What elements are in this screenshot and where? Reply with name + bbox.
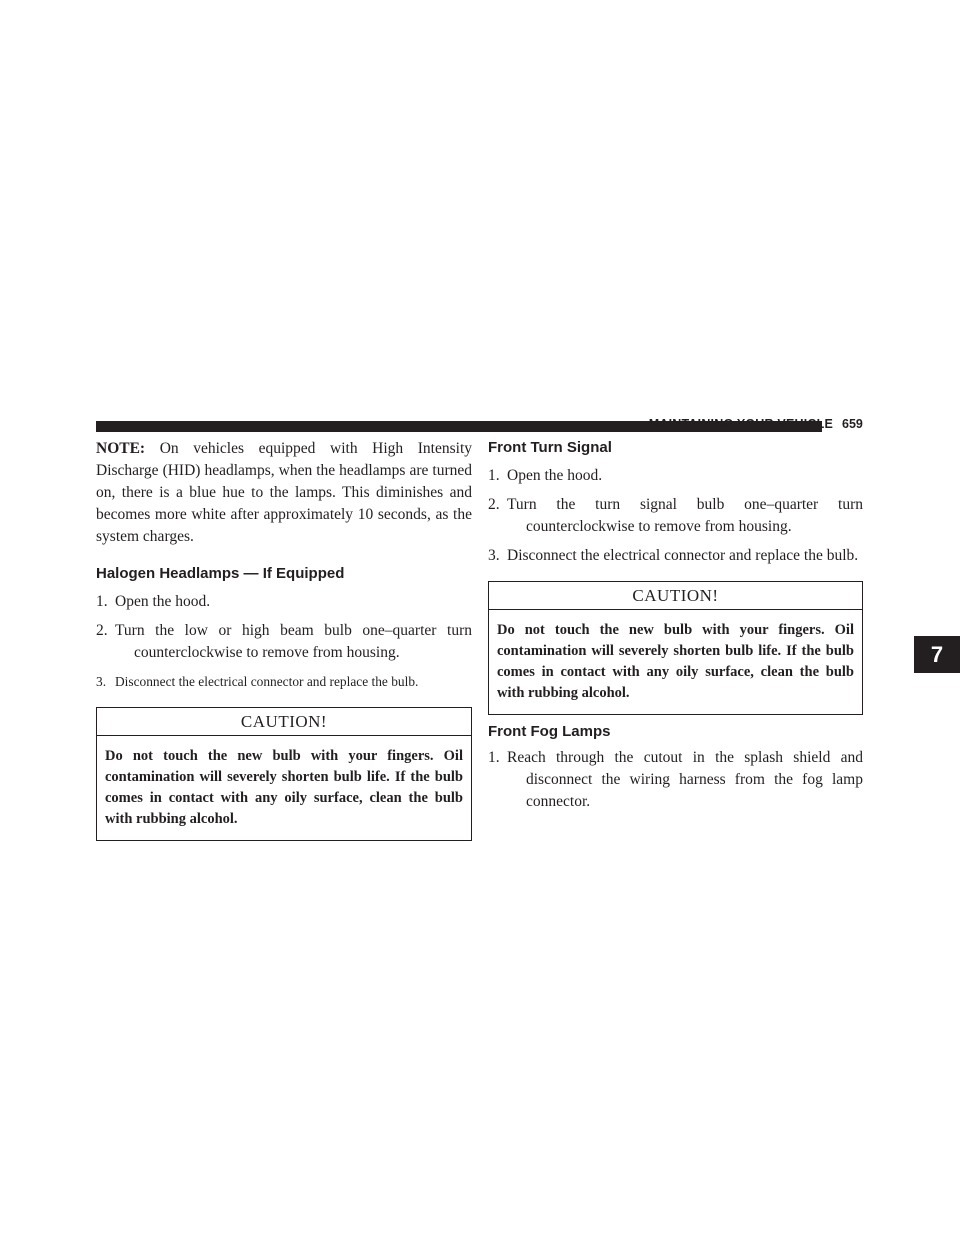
step-text: Disconnect the electrical connector and replace the bulb. [507, 547, 859, 564]
step-number: 1. [96, 593, 108, 610]
list-item [488, 494, 863, 538]
step-text: Open the hood. [115, 593, 211, 610]
front-turn-signal-heading: Front Turn Signal [488, 439, 612, 456]
step-text: Disconnect the electrical connector and replace the bulb. [115, 674, 419, 689]
caution-box [96, 707, 472, 841]
caution-text: Do not touch the new bulb with your fingers. Oil contamination will severely shorten bulb life. If the bulb comes in contact with any oily surface, clean the bulb with rubbing alcohol. [105, 748, 463, 827]
section-title: MAINTAINING YOUR VEHICLE [648, 417, 833, 431]
step-number: 3. [96, 674, 107, 689]
list-item [488, 747, 863, 813]
halogen-steps-list [96, 591, 472, 693]
step-number: 1. [488, 749, 500, 766]
caution-title: CAUTION! [489, 582, 862, 610]
front-fog-lamps-heading: Front Fog Lamps [488, 723, 611, 740]
fog-lamp-steps-list [488, 747, 863, 813]
step-text: Turn the turn signal bulb one–quarter turn counterclockwise to remove from housing. [507, 496, 863, 535]
caution-box [488, 581, 863, 715]
list-item [488, 545, 863, 567]
list-item [96, 591, 472, 613]
caution-text: Do not touch the new bulb with your fingers. Oil contamination will severely shorten bulb life. If the bulb comes in contact with any oily surface, clean the bulb with rubbing alcohol. [497, 622, 854, 701]
list-item [96, 671, 472, 693]
step-text: Turn the low or high beam bulb one–quarter turn counterclockwise to remove from housing. [115, 622, 472, 661]
note-paragraph [96, 438, 472, 548]
list-item [488, 465, 863, 487]
page-number: 659 [842, 417, 863, 431]
note-label: NOTE: [96, 440, 146, 457]
chapter-tab[interactable]: 7 [914, 636, 960, 673]
caution-title: CAUTION! [97, 708, 471, 736]
step-number: 1. [488, 467, 500, 484]
step-text: Open the hood. [507, 467, 603, 484]
list-item [96, 620, 472, 664]
halogen-headlamps-heading: Halogen Headlamps — If Equipped [96, 565, 345, 582]
note-text: On vehicles equipped with High Intensity Discharge (HID) headlamps, when the headlamps are turned on, there is a blue hue to the lamps. This diminishes and becomes more white after approximately 10 seconds, as the system charges. [96, 440, 472, 545]
right-column [488, 438, 863, 820]
step-number: 2. [96, 622, 108, 639]
turn-signal-steps-list [488, 465, 863, 567]
step-number: 3. [488, 547, 500, 564]
step-text: Reach through the cutout in the splash shield and disconnect the wiring harness from the fog lamp connector. [507, 749, 863, 810]
step-number: 2. [488, 496, 500, 513]
left-column [96, 438, 472, 851]
